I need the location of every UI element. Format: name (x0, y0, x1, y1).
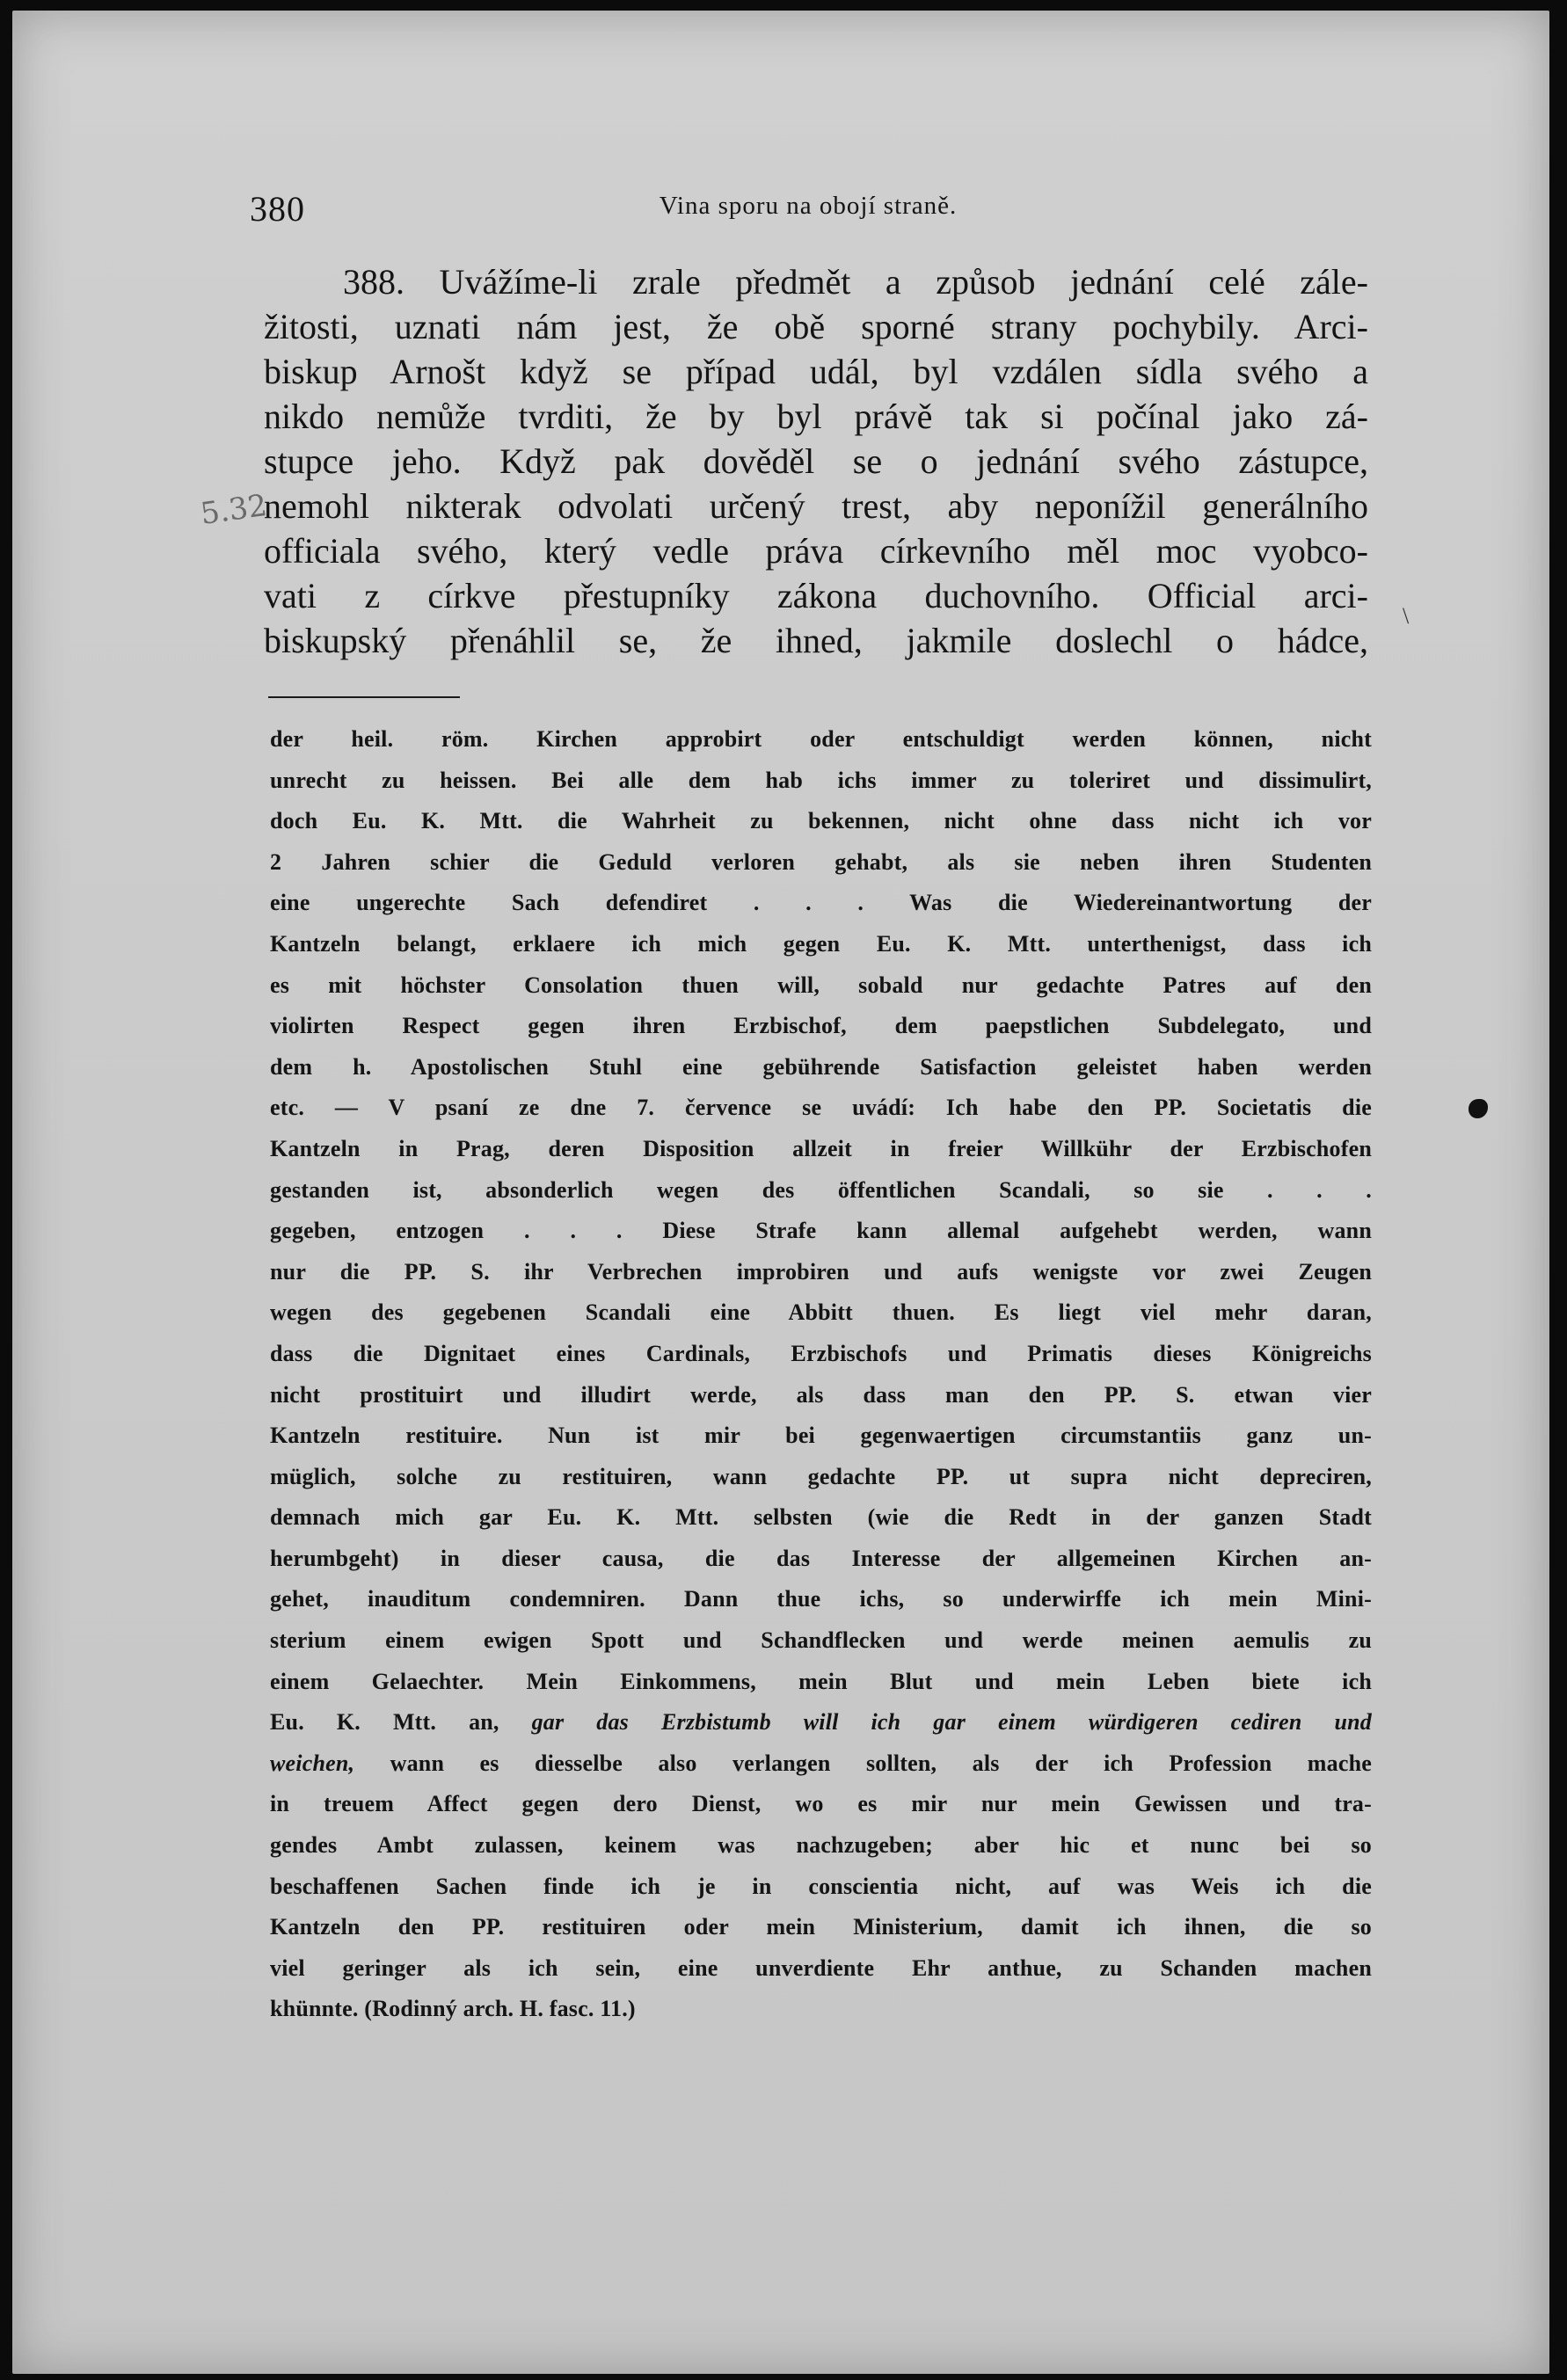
footnote-italic: gar das Erzbistumb will ich gar einem würdigeren cediren und (531, 1709, 1372, 1736)
footnote-line: Kantzeln den PP. restituiren oder mein Ministerium, damit ich ihnen, die so (270, 1914, 1372, 1940)
footnote-text: wann es diesselbe also verlangen sollten, als der ich Profession mache (390, 1750, 1372, 1776)
footnote-line: viel geringer als ich sein, eine unverdiente Ehr anthue, zu Schanden machen (270, 1954, 1372, 1981)
text-line: biskup Arnošt když se případ udál, byl vzdálen sídla svého a (264, 352, 1368, 391)
margin-tick: \ (1403, 603, 1410, 629)
footnote-line: herumbgeht) in dieser causa, die das Interesse der allgemeinen Kirchen an- (270, 1545, 1372, 1571)
footnote-line: gegeben, entzogen . . . Diese Strafe kann allemal aufgehebt werden, wann (270, 1218, 1372, 1244)
footnote-line: dem h. Apostolischen Stuhl eine gebührende Satisfaction geleistet haben werden (270, 1053, 1372, 1080)
page-number: 380 (250, 189, 305, 229)
footnote-line: khünnte. (Rodinný arch. H. fasc. 11.) (270, 1996, 636, 2022)
footnote-line: müglich, solche zu restituiren, wann gedachte PP. ut supra nicht depreciren, (270, 1463, 1372, 1489)
footnote-line: gendes Ambt zulassen, keinem was nachzugeben; aber hic et nunc bei so (270, 1832, 1372, 1859)
footnote-line: unrecht zu heissen. Bei alle dem hab ichs immer zu toleriret und dissimulirt, (270, 767, 1372, 793)
page-header (250, 188, 1367, 230)
footnote-line: 2 Jahren schier die Geduld verloren gehabt, als sie neben ihren Studenten (270, 848, 1372, 875)
text-line: biskupský přenáhlil se, že ihned, jakmile doslechl o hádce, (264, 621, 1368, 660)
footnote-line: Kantzeln in Prag, deren Disposition allzeit in freier Willkühr der Erzbischofen (270, 1135, 1372, 1161)
footnote-line: in treuem Affect gegen dero Dienst, wo es mir nur mein Gewissen und tra- (270, 1791, 1372, 1817)
footnote-line: nicht prostituirt und illudirt werde, als dass man den PP. S. etwan vier (270, 1381, 1372, 1408)
footnote-line: doch Eu. K. Mtt. die Wahrheit zu bekennen, nicht ohne dass nicht ich vor (270, 808, 1372, 834)
footnote-line: sterium einem ewigen Spott und Schandflecken und werde meinen aemulis zu (270, 1627, 1372, 1654)
footnote-line: dass die Dignitaet eines Cardinals, Erzbischofs und Primatis dieses Königreichs (270, 1340, 1372, 1366)
text-line: nikdo nemůže tvrditi, že by byl právě tak si počínal jako zá- (264, 397, 1368, 436)
footnote-line: einem Gelaechter. Mein Einkommens, mein Blut und mein Leben biete ich (270, 1668, 1372, 1694)
text-line: 388. Uvážíme-li zrale předmět a způsob jednání celé zále- (343, 262, 1368, 302)
footnote-line: eine ungerechte Sach defendiret . . . Was die Wiedereinantwortung der (270, 890, 1372, 916)
footnote-line: etc. — V psaní ze dne 7. července se uvádí: Ich habe den PP. Societatis die (270, 1095, 1372, 1121)
footnote (270, 719, 1372, 2030)
footnote-line: Kantzeln belangt, erklaere ich mich gegen Eu. K. Mtt. unterthenigst, dass ich (270, 930, 1372, 957)
pencil-margin-mark: 5.32 (198, 487, 270, 533)
footnote-line: violirten Respect gegen ihren Erzbischof, dem paepstlichen Subdelegato, und (270, 1013, 1372, 1039)
footnote-line-mixed (270, 1702, 1372, 1743)
text-line: žitosti, uznati nám jest, že obě sporné strany pochybily. Arci- (264, 307, 1368, 346)
footnote-line: es mit höchster Consolation thuen will, sobald nur gedachte Patres auf den (270, 972, 1372, 998)
footnote-line: Kantzeln restituire. Nun ist mir bei gegenwaertigen circumstantiis ganz un- (270, 1423, 1372, 1449)
footnote-line: wegen des gegebenen Scandali eine Abbitt thuen. Es liegt viel mehr daran, (270, 1299, 1372, 1326)
text-line: officiala svého, který vedle práva církevního měl moc vyobco- (264, 531, 1368, 571)
footnote-line: der heil. röm. Kirchen approbirt oder entschuldigt werden können, nicht (270, 726, 1372, 752)
footnote-line: gehet, inauditum condemniren. Dann thue ichs, so underwirffe ich mein Mini- (270, 1586, 1372, 1612)
text-line: stupce jeho. Když pak dověděl se o jednání svého zástupce, (264, 441, 1368, 481)
main-paragraph (264, 259, 1368, 663)
text-line: nemohl nikterak odvolati určený trest, aby neponížil generálního (264, 486, 1368, 526)
footnote-line: nur die PP. S. ihr Verbrechen improbiren und aufs wenigste vor zwei Zeugen (270, 1258, 1372, 1285)
footnote-text: Eu. K. Mtt. an, (270, 1709, 499, 1736)
footnote-line: demnach mich gar Eu. K. Mtt. selbsten (wie die Redt in der ganzen Stadt (270, 1504, 1372, 1531)
footnote-line: gestanden ist, absonderlich wegen des öffentlichen Scandali, so sie . . . (270, 1176, 1372, 1203)
footnote-line-mixed (270, 1743, 1372, 1785)
text-line: vati z církve přestupníky zákona duchovního. Official arci- (264, 576, 1368, 615)
running-title: Vina sporu na obojí straně. (659, 192, 958, 220)
footnote-italic: weichen, (270, 1750, 355, 1776)
footnote-line: beschaffenen Sachen finde ich je in conscientia nicht, auf was Weis ich die (270, 1873, 1372, 1899)
footnote-separator (268, 696, 460, 698)
